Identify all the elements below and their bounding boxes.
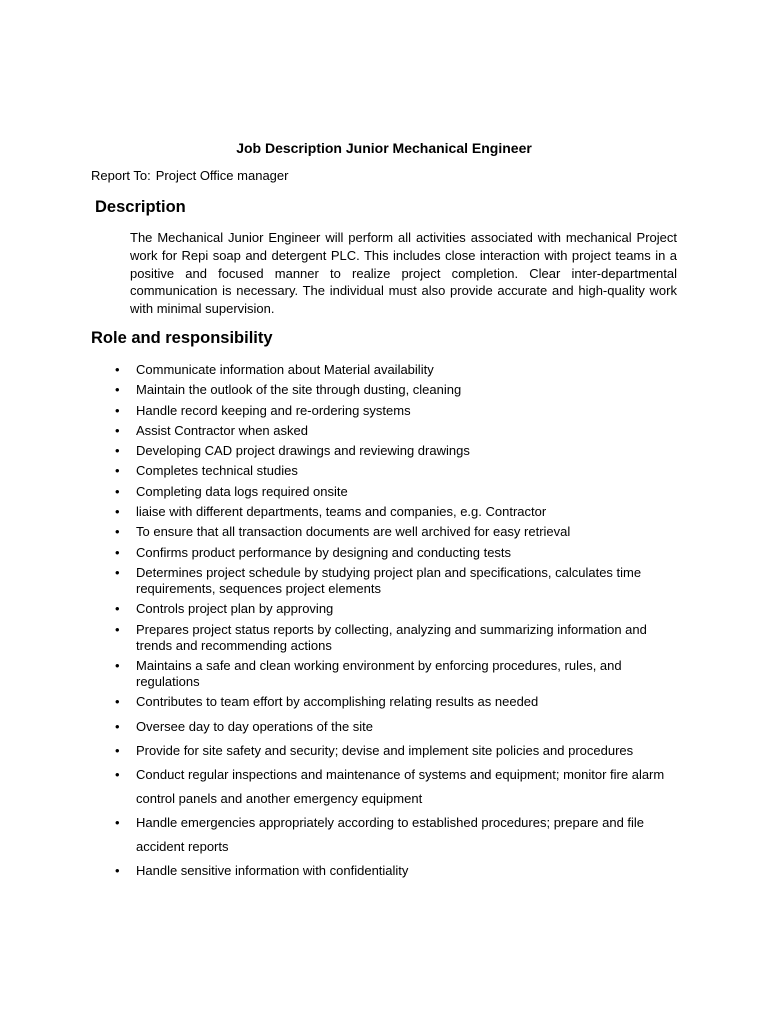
list-item: • Developing CAD project drawings and reviewing drawings (115, 443, 470, 459)
list-item: • Completing data logs required onsite (115, 483, 348, 499)
description-body: The Mechanical Junior Engineer will perform all activities associated with mechanical Project work for Repi soap and detergent PLC. This includes close interaction with project teams in a positive and focused manner to realize project completion. Clear inter-departmental communication is necessary. The individual must also provide accurate and high-quality work with minimal supervision. (130, 230, 677, 317)
bullet-icon: • (115, 815, 120, 831)
bullet-icon: • (115, 564, 120, 580)
list-item: • Assist Contractor when asked (115, 422, 308, 438)
bullet-icon: • (115, 863, 120, 879)
description-heading: Description (95, 198, 186, 216)
list-item: • Contributes to team effort by accomplishing relating results as needed (115, 694, 539, 710)
bullet-icon: • (115, 621, 120, 637)
list-item: • Communicate information about Material availability (115, 362, 434, 377)
report-to-line (91, 168, 288, 184)
bullet-icon: • (115, 544, 120, 560)
list-item: • Controls project plan by approving (115, 601, 334, 617)
bullet-icon: • (115, 767, 120, 783)
role-heading: Role and responsibility (91, 329, 273, 347)
bullet-icon: • (115, 719, 120, 735)
list-item: • Maintain the outlook of the site through dusting, cleaning (115, 382, 462, 398)
list-item: • liaise with different departments, teams and companies, e.g. Contractor (115, 504, 547, 520)
bullet-icon: • (115, 382, 120, 398)
list-item: • Determines project schedule by studying project plan and specifications, calculates time requirements, sequences project elements (115, 564, 642, 596)
bullet-icon: • (115, 422, 120, 438)
list-item: • Handle emergencies appropriately according to established procedures; prepare and file accident reports (115, 811, 675, 859)
bullet-icon: • (115, 402, 120, 418)
list-item: • Confirms product performance by designing and conducting tests (115, 544, 512, 560)
bullet-icon: • (115, 483, 120, 499)
bullet-icon: • (115, 657, 120, 673)
bullet-icon: • (115, 601, 120, 617)
list-item: • Provide for site safety and security; devise and implement site policies and procedures (115, 739, 675, 763)
list-item: • Conduct regular inspections and maintenance of systems and equipment; monitor fire alarm control panels and another emergency equipment (115, 763, 675, 811)
report-to-label: Report To: (91, 168, 151, 183)
list-item: • To ensure that all transaction documents are well archived for easy retrieval (115, 524, 571, 540)
list-item: • Completes technical studies (115, 463, 298, 479)
list-item: • Prepares project status reports by collecting, analyzing and summarizing information and trends and recommending actions (115, 621, 647, 653)
responsibility-list (115, 362, 675, 883)
report-to-value: Project Office manager (155, 168, 289, 183)
list-item: • Oversee day to day operations of the site (115, 715, 675, 739)
list-item: • Maintains a safe and clean working environment by enforcing procedures, rules, and regulations (115, 657, 622, 689)
list-item: • Handle record keeping and re-ordering systems (115, 402, 411, 418)
document-title: Job Description Junior Mechanical Engineer (236, 140, 532, 156)
list-item: • Handle sensitive information with confidentiality (115, 859, 675, 883)
bullet-icon: • (115, 743, 120, 759)
bullet-icon: • (115, 362, 120, 377)
bullet-icon: • (115, 524, 120, 540)
bullet-icon: • (115, 463, 120, 479)
bullet-icon: • (115, 694, 120, 710)
bullet-icon: • (115, 443, 120, 459)
bullet-icon: • (115, 504, 120, 520)
